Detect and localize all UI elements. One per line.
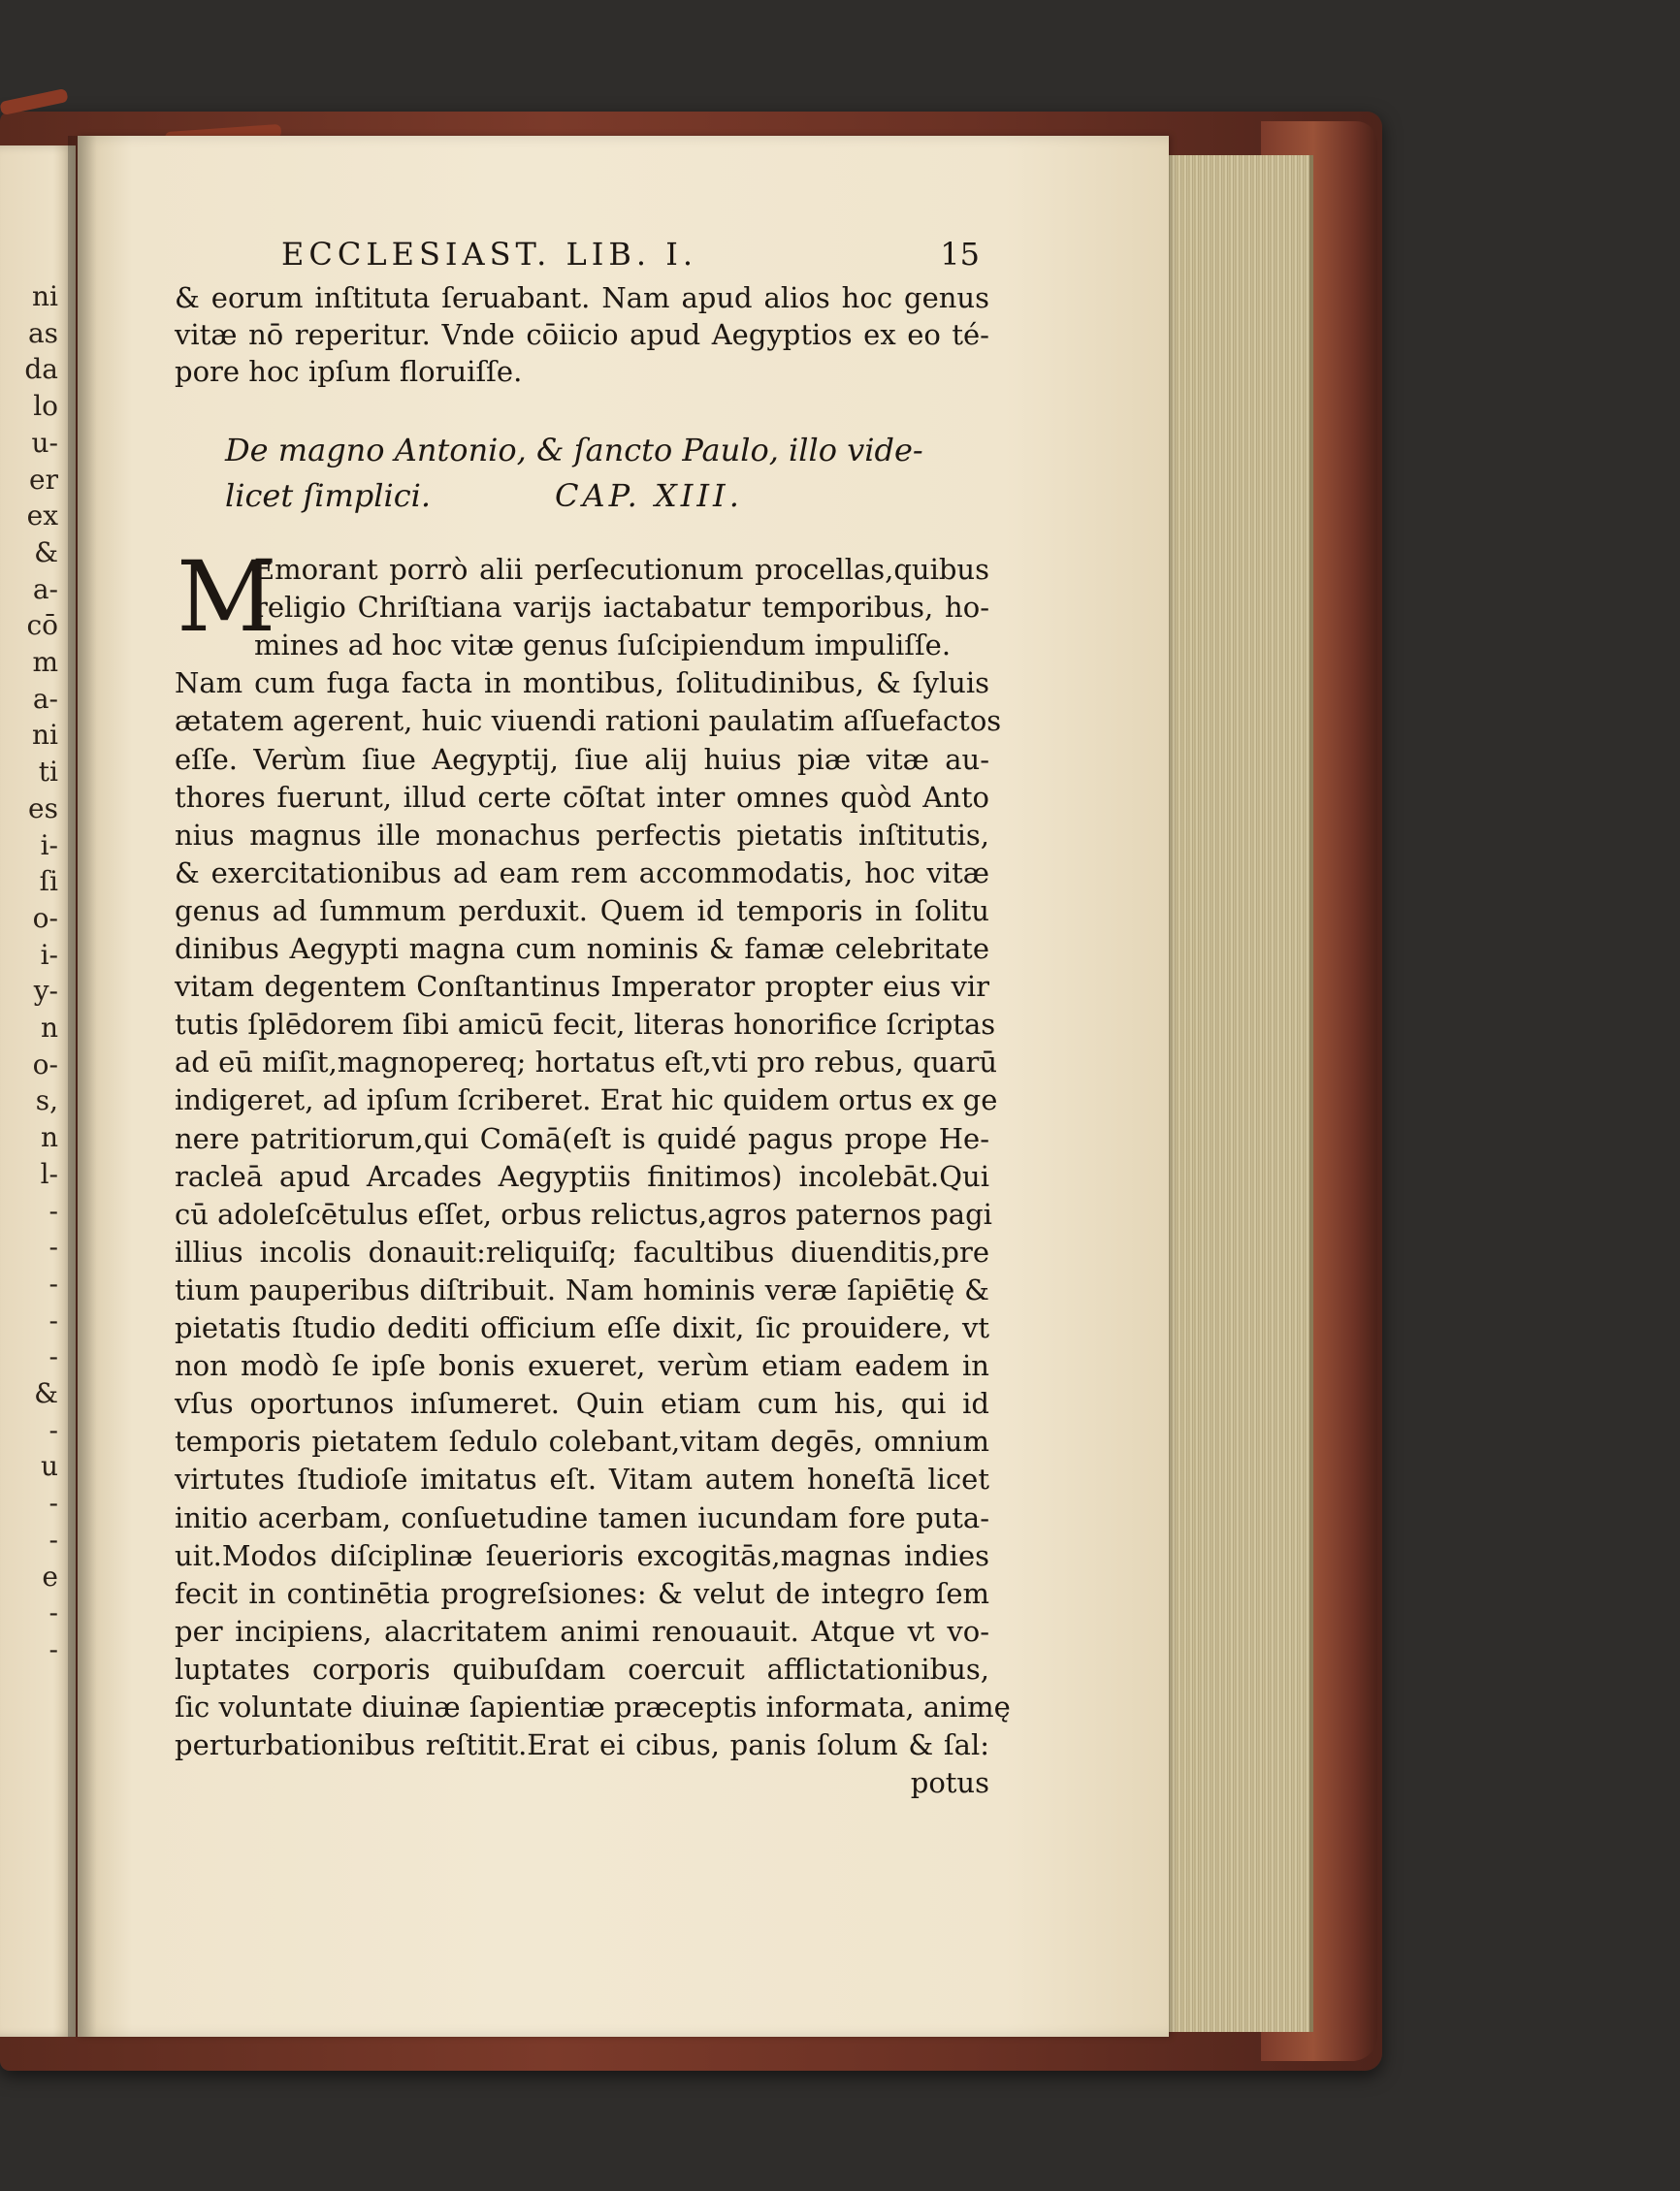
catchword: potus (910, 1766, 989, 1800)
left-page-fragment: as (27, 316, 58, 349)
left-page-fragment: - (48, 1340, 58, 1373)
text-line: eſſe. Verùm ſiue Aegyptij, ſiue alij huius piæ vitæ au- (175, 742, 989, 776)
text-line: nius magnus ille monachus perfectis pietatis inſtitutis, (175, 818, 989, 852)
left-page-fragment: l- (40, 1157, 58, 1190)
text-line: initio acerbam, conſuetudine tamen iucundam fore puta- (175, 1500, 989, 1534)
page-number: 15 (940, 236, 980, 273)
text-line: uit.Modos diſciplinæ ſeuerioris excogitās,magnas indies (175, 1538, 989, 1572)
text-line: & exercitationibus ad eam rem accommodatis, hoc vitæ (175, 855, 989, 889)
text-line: Emorant porrò alii perſecutionum procellas,quibus (254, 553, 989, 586)
left-page-fragment: da (24, 353, 58, 386)
left-page-fragment: n (40, 1012, 58, 1044)
page-block-edges (1164, 155, 1313, 2032)
running-head-title: ECCLESIAST. LIB. I. (281, 236, 698, 273)
left-page-fragment: ex (26, 499, 58, 532)
left-page-fragment: - (48, 1267, 58, 1300)
text-line: fecit in continētia progreſsiones: & velut de integro ſem (175, 1576, 989, 1610)
left-page-fragment: u- (31, 426, 58, 459)
left-page-fragment: ni (32, 280, 58, 312)
left-page-fragment: o- (32, 1047, 58, 1080)
text-line: virtutes ſtudioſe imitatus eſt. Vitam autem honeſtā licet (175, 1463, 989, 1497)
text-line: nere patritiorum,qui Comā(eſt is quidé pagus prope He- (175, 1121, 989, 1155)
left-page-fragment: s, (35, 1084, 58, 1117)
left-page-fragment: a- (32, 682, 58, 715)
left-page-fragment: i- (40, 938, 58, 971)
text-line: vitæ nō reperitur. Vnde cōiicio apud Aegyptios ex eo té- (175, 318, 989, 351)
text-line: perturbationibus reſtitit.Erat ei cibus, panis ſolum & ſal: (175, 1728, 989, 1762)
left-page-fragment: - (48, 1632, 58, 1665)
text-line: vſus oportunos inſumeret. Quin etiam cum his, qui id (175, 1387, 989, 1421)
left-page-fragment: y- (33, 975, 58, 1008)
left-page-fragment: n (40, 1121, 58, 1154)
left-page-fragment: & (34, 535, 58, 568)
left-page-fragment: es (28, 791, 58, 824)
left-page-fragment: m (32, 646, 58, 678)
text-line: indigeret, ad ipſum ſcriberet. Erat hic quidem ortus ex ge (175, 1083, 998, 1117)
text-line: pore hoc ipſum floruiſſe. (175, 355, 523, 388)
text-line: temporis pietatem ſedulo colebant,vitam degēs, omnium (175, 1425, 989, 1459)
text-line: mines ad hoc vitæ genus ſuſcipiendum impuliſſe. (254, 628, 952, 662)
left-page-fragment: o- (32, 901, 58, 934)
text-line: cū adoleſcētulus eſſet, orbus relictus,agros paternos pagi (175, 1197, 992, 1231)
left-page-fragment: ſi (39, 865, 58, 898)
text-line: vitam degentem Conſtantinus Imperator propter eius vir (175, 970, 989, 1004)
left-page-fragment: & (34, 1377, 58, 1409)
text-line: Nam cum fuga facta in montibus, ſolitudinibus, & ſyluis (175, 666, 989, 700)
text-line: racleā apud Arcades Aegyptiis finitimos) incolebāt.Qui (175, 1159, 989, 1193)
left-page-fragment: - (48, 1231, 58, 1264)
chapter-heading-line-2-left: licet ſimplici. (225, 477, 432, 514)
gutter-shadow (68, 136, 97, 2037)
left-page-fragment: - (48, 1413, 58, 1446)
left-page-fragment: - (48, 1194, 58, 1227)
chapter-heading-line-2-right: CAP. XIII. (555, 477, 743, 514)
text-line: illius incolis donauit:reliquiſq; facultibus diuenditis,pre (175, 1235, 989, 1269)
left-page-fragment: i- (40, 828, 58, 861)
left-page-fragment: - (48, 1596, 58, 1629)
text-line: non modò ſe ipſe bonis exueret, verùm etiam eadem in (175, 1349, 989, 1383)
text-line: religio Chriſtiana varijs iactabatur temporibus, ho- (254, 591, 989, 625)
text-line: per incipiens, alacritatem animi renouauit. Atque vt vo- (175, 1614, 989, 1648)
left-page-fragment: - (48, 1487, 58, 1520)
text-line: pietatis ſtudio dediti officium eſſe dixit, ſic prouidere, vt (175, 1311, 989, 1344)
text-line: dinibus Aegypti magna cum nominis & famæ celebritate (175, 932, 989, 965)
text-line: & eorum inſtituta ſeruabant. Nam apud alios hoc genus (175, 281, 989, 314)
left-page-fragment: a- (32, 572, 58, 605)
text-line: ſic voluntate diuinæ ſapientiæ præceptis informata, animę (175, 1691, 1011, 1724)
text-line: ætatem agerent, huic viuendi rationi paulatim aſſuefactos (175, 704, 1002, 738)
left-page-fragment: - (48, 1304, 58, 1337)
left-page-fragment: ni (32, 719, 58, 752)
drop-cap: M (177, 540, 276, 654)
text-line: ad eū miſit,magnopereq; hortatus eſt,vti pro rebus, quarū (175, 1046, 998, 1079)
text-line: tium pauperibus diſtribuit. Nam hominis veræ ſapiētię & (175, 1273, 989, 1306)
left-page-fragment: u (40, 1450, 58, 1483)
text-line: genus ad ſummum perduxit. Quem id temporis in ſolitu (175, 893, 989, 927)
left-page-fragment: - (48, 1523, 58, 1556)
chapter-heading-line-1: De magno Antonio, & ſancto Paulo, illo vide- (225, 432, 923, 468)
left-page-fragment: lo (33, 390, 58, 423)
text-line: thores fuerunt, illud certe cōſtat inter omnes quòd Anto (175, 780, 989, 814)
text-line: tutis ſplēdorem ſibi amicū fecit, literas honorifice ſcriptas (175, 1008, 996, 1042)
left-page-fragment: er (29, 463, 58, 496)
text-line: luptates corporis quibuſdam coercuit afflictationibus, (175, 1652, 989, 1686)
left-page-fragment: ti (38, 756, 58, 789)
left-page-fragment: cō (26, 609, 58, 642)
left-page-fragment: e (42, 1560, 58, 1593)
